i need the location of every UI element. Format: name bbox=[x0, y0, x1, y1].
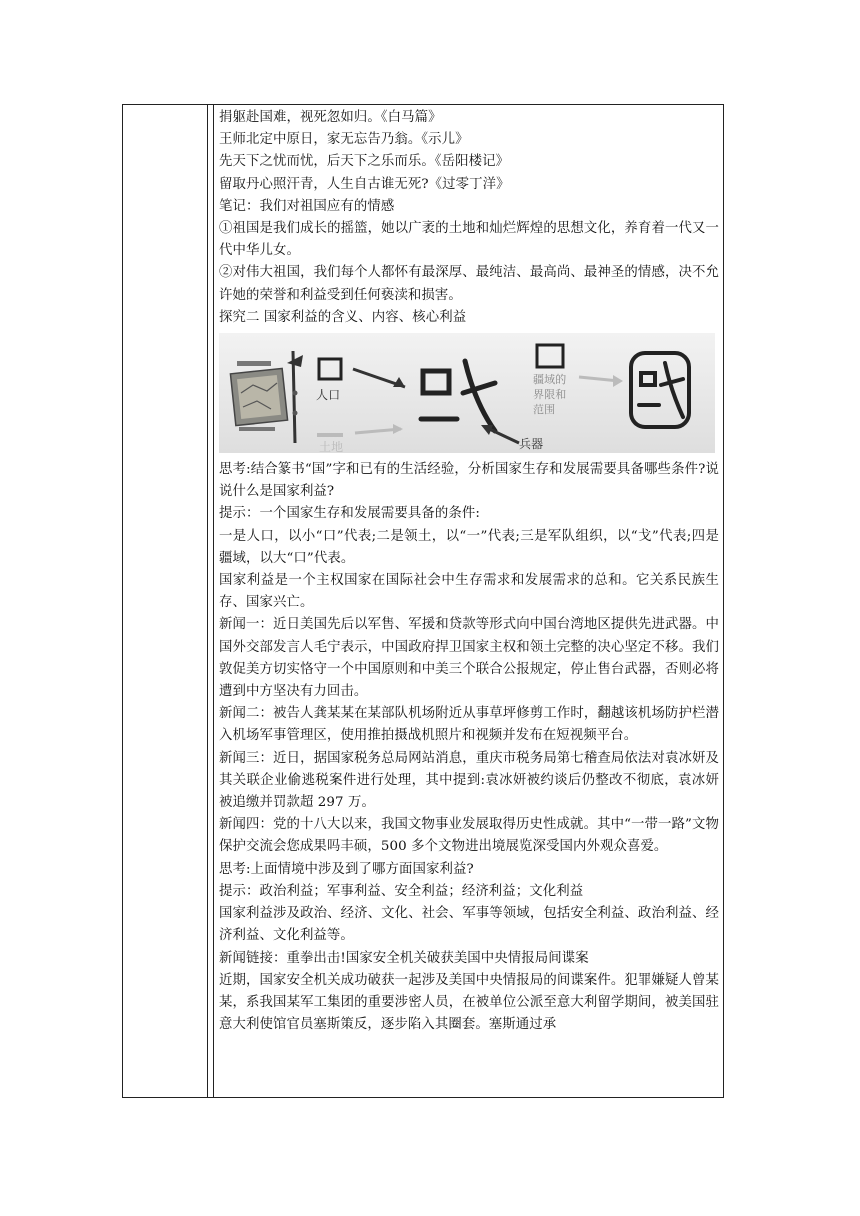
column-divider bbox=[207, 105, 208, 1097]
poem-line: 先天下之忧而忧，后天下之乐而乐。《岳阳楼记》 bbox=[219, 154, 510, 170]
definition: 国家利益是一个主权国家在国际社会中生存需求和发展需求的总和。它关系民族生存、国家兴亡。 bbox=[219, 573, 719, 611]
border-label: 范围 bbox=[533, 403, 556, 417]
poem-line: 留取丹心照汗青，人生自古谁无死?《过零丁洋》 bbox=[219, 176, 510, 192]
news-item: 新闻一：近日美国先后以军售、军援和贷款等形式向中国台湾地区提供先进武器。中国外交部发言人毛宁表示，中国政府捍卫国家主权和领土完整的决心坚定不移。我们敦促美方切实恪守一个中国原则和中美三个联合公报规定，停止售台武器，否则必将遭到中方坚决有力回击。 bbox=[219, 617, 719, 700]
hint-detail: 一是人口，以小“口”代表;二是领土，以“一”代表;三是军队组织，以“戈”代表;四是疆域，以大“口”代表。 bbox=[219, 528, 719, 566]
news-item: 新闻三：近日，据国家税务总局网站消息，重庆市税务局第七稽查局依法对袁冰妍及其关联企业偷逃税案件进行处理，其中提到:袁冰妍被约谈后仍整改不彻底，袁冰妍被追缴并罚款超 297 万。 bbox=[219, 750, 719, 811]
people-label: 人口 bbox=[316, 388, 341, 403]
lesson-table bbox=[122, 104, 724, 1098]
guo-evolution-svg bbox=[219, 333, 715, 453]
column-divider bbox=[213, 105, 214, 1097]
border-label: 疆域的 bbox=[533, 373, 567, 387]
news-link-heading: 新闻链接：重拳出击!国家安全机关破获美国中央情报局间谍案 bbox=[219, 950, 589, 966]
hint: 提示：政治利益；军事利益、安全利益；经济利益；文化利益 bbox=[219, 883, 584, 899]
news-item: 新闻二：被告人龚某某在某部队机场附近从事草坪修剪工作时，翻越该机场防护栏潜入机场军事管理区，使用推拍摄战机照片和视频并发布在短视频平台。 bbox=[219, 706, 719, 744]
poem-line: 捐躯赴国难，视死忽如归。《白马篇》 bbox=[219, 110, 442, 125]
note-item: ②对伟大祖国，我们每个人都怀有最深厚、最纯洁、最高尚、最神圣的情感，决不允许她的荣誉和利益受到任何亵渎和损害。 bbox=[219, 265, 719, 303]
land-label: 土地 bbox=[319, 440, 344, 454]
lesson-content bbox=[219, 107, 719, 1036]
weapon-label: 兵器 bbox=[519, 437, 544, 452]
guo-character-evolution-image bbox=[219, 333, 715, 453]
think-question: 思考:结合篆书“国”字和已有的生活经验，分析国家生存和发展需要具备哪些条件?说说什么是国家利益? bbox=[219, 462, 719, 500]
note-item: ①祖国是我们成长的摇篮，她以广袤的土地和灿烂辉煌的思想文化，养育着一代又一代中华儿女。 bbox=[219, 221, 719, 259]
news-item: 新闻四：党的十八大以来，我国文物事业发展取得历史性成就。其中“一带一路”文物保护交流会您成果吗丰硕，500 多个文物进出境展览深受国内外观众喜爱。 bbox=[219, 817, 719, 855]
news-link-body: 近期，国家安全机关成功破获一起涉及美国中央情报局的间谍案件。犯罪嫌疑人曾某某，系我国某军工集团的重要涉密人员，在被单位公派至意大利留学期间，被美国驻意大利使馆官员塞斯策反，逐步陷入其圈套。塞斯通过承 bbox=[219, 972, 719, 1033]
border-label: 界限和 bbox=[533, 388, 567, 402]
notes-heading: 笔记：我们对祖国应有的情感 bbox=[219, 198, 395, 214]
section-heading: 探究二 国家利益的含义、内容、核心利益 bbox=[219, 309, 467, 325]
hint: 提示：一个国家生存和发展需要具备的条件: bbox=[219, 506, 480, 522]
summary: 国家利益涉及政治、经济、文化、社会、军事等领域，包括安全利益、政治利益、经济利益、文化利益等。 bbox=[219, 906, 719, 944]
poem-line: 王师北定中原日，家无忘告乃翁。《示儿》 bbox=[219, 132, 469, 148]
think-question: 思考:上面情境中涉及到了哪方面国家利益? bbox=[219, 861, 474, 877]
